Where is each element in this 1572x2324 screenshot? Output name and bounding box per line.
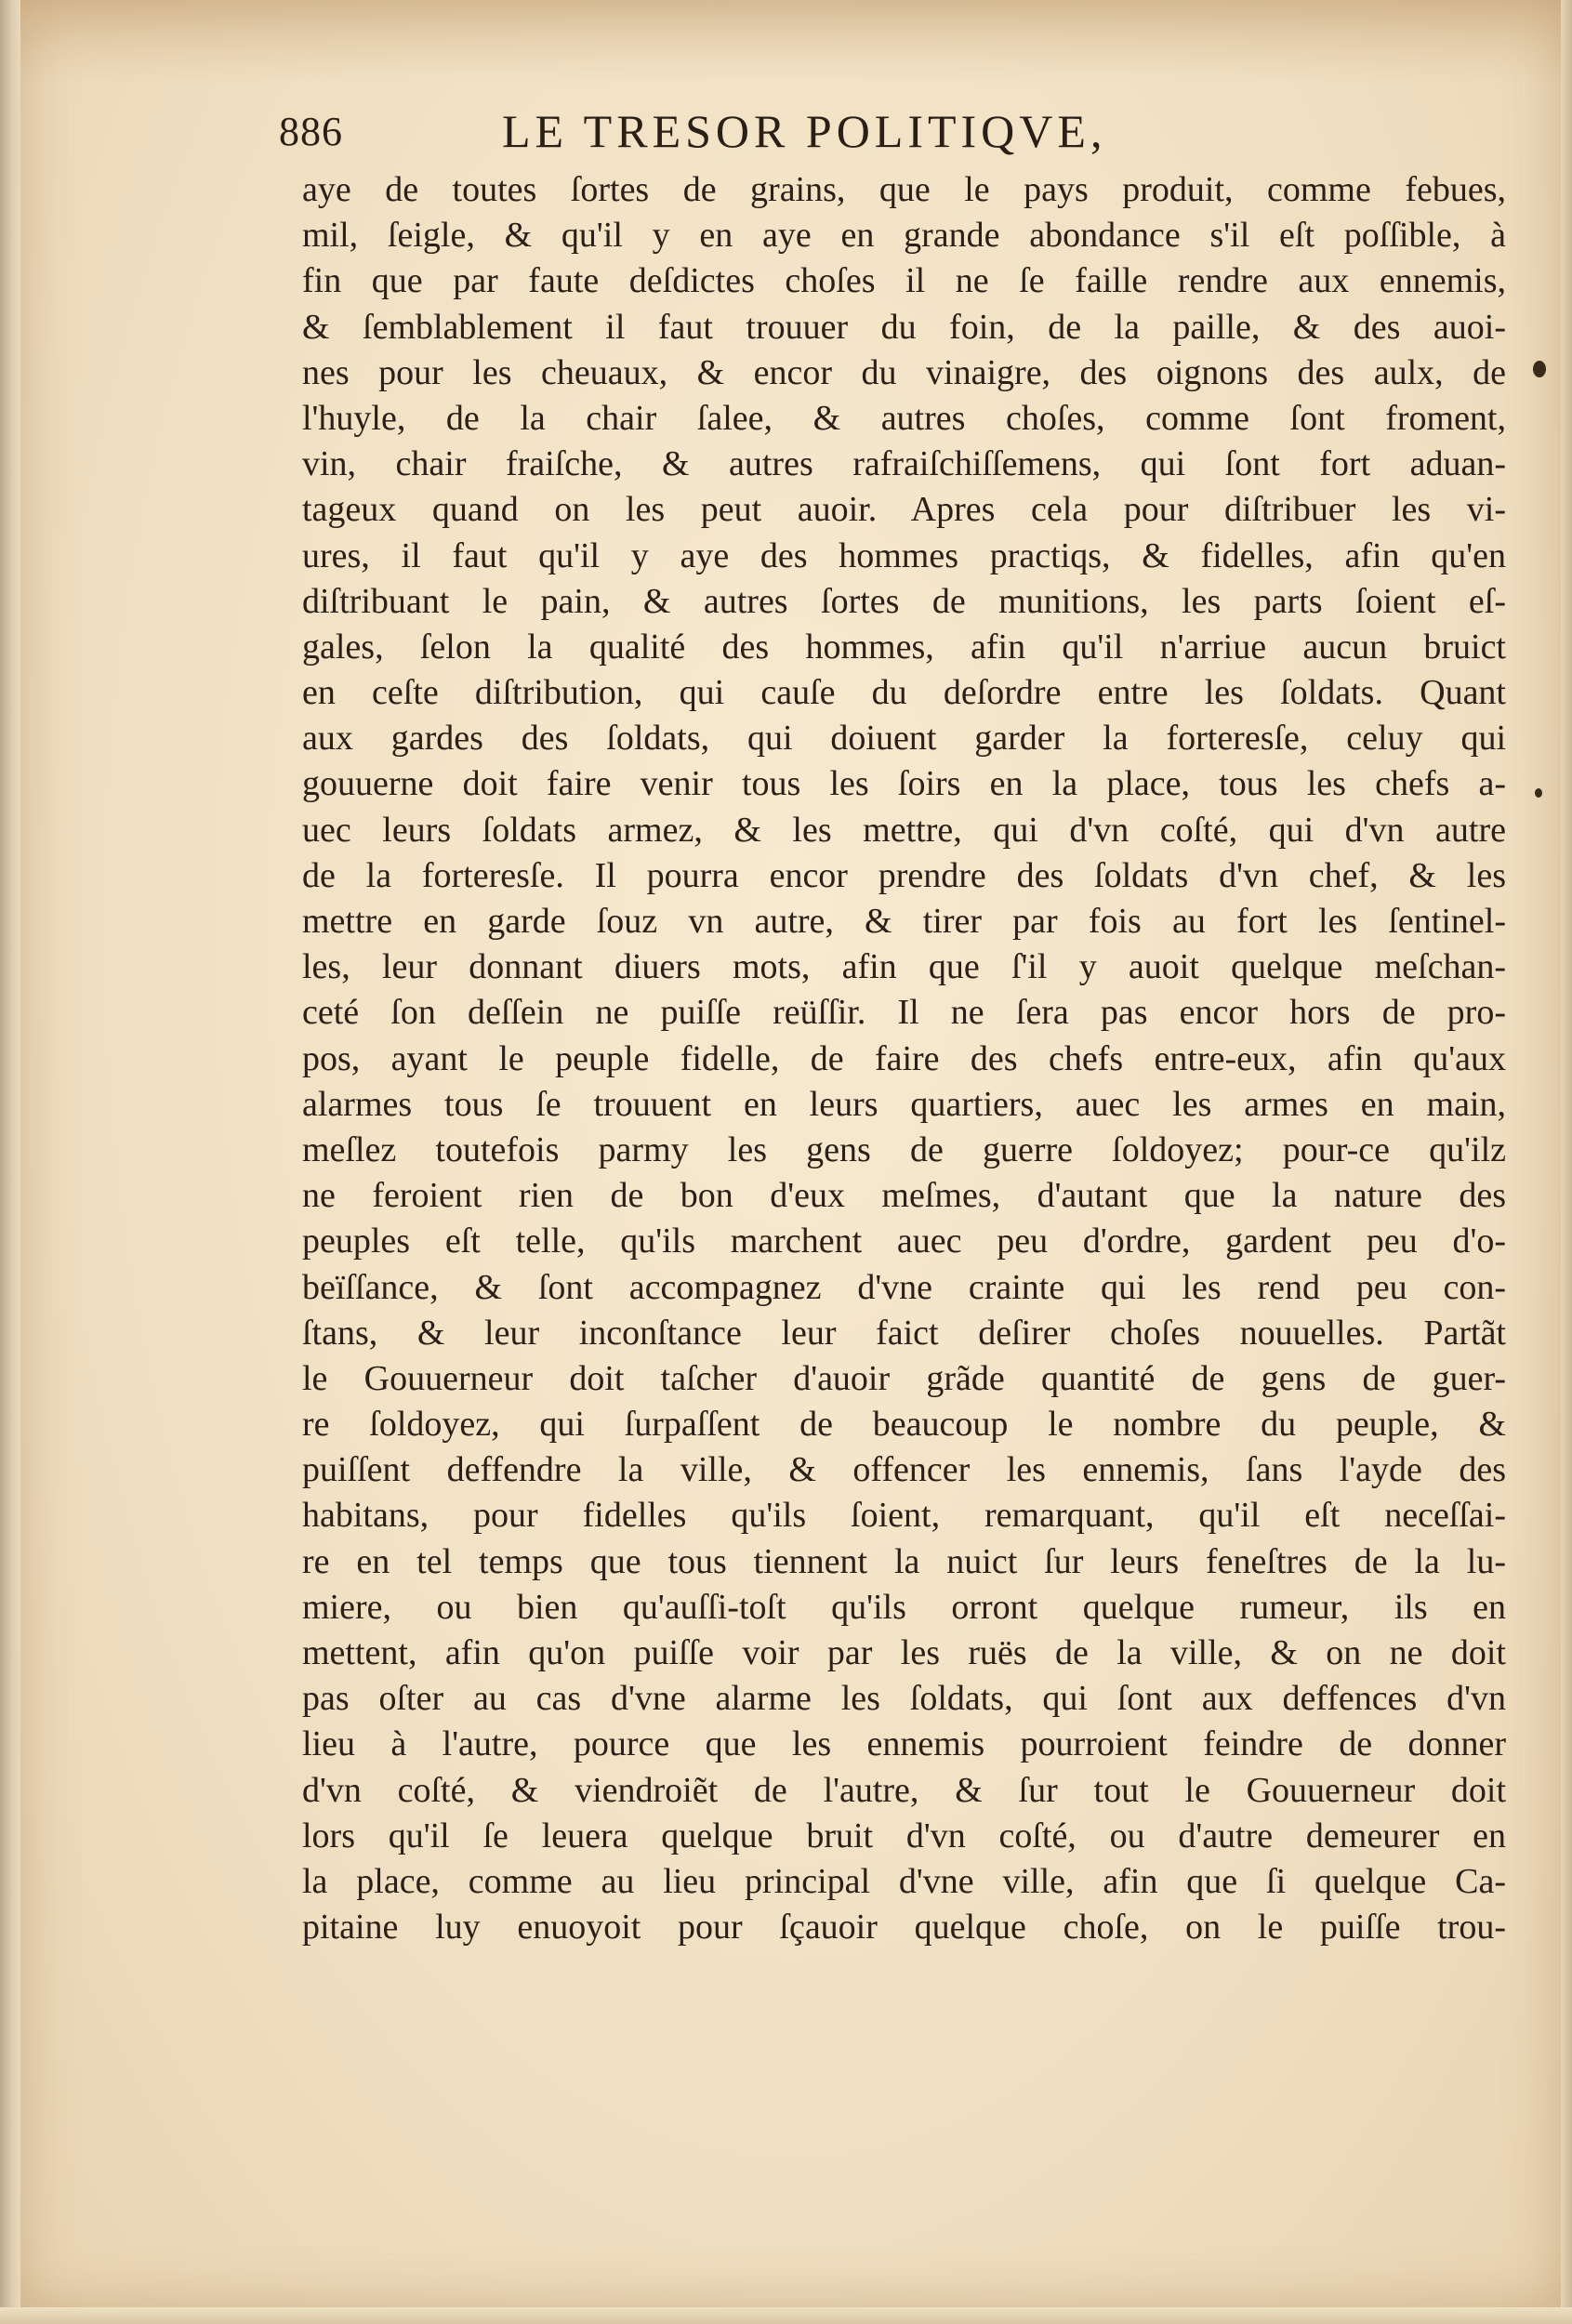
text-line: lors qu'il ſe leuera quelque bruit d'vn coſté, ou d'autre demeurer en (302, 1816, 1506, 1855)
text-line: nes pour les cheuaux, & encor du vinaigre, des oignons des aulx, de (302, 352, 1506, 392)
text-line: habitans, pour fidelles qu'ils ſoient, remarquant, qu'il eſt neceſſai- (302, 1496, 1506, 1536)
text-line: fin que par faute deſdictes choſes il ne ſe faille rendre aux ennemis, (302, 261, 1506, 301)
text-line: pos, ayant le peuple fidelle, de faire des chefs entre-eux, afin qu'aux (302, 1038, 1506, 1078)
text-line: les, leur donnant diuers mots, afin que ſ'il y auoit quelque meſchan- (302, 947, 1506, 987)
text-line: de la forteresſe. Il pourra encor prendre des ſoldats d'vn chef, & les (302, 855, 1506, 895)
text-line: meſlez toutefois parmy les gens de guerre ſoldoyez; pour-ce qu'ilz (302, 1129, 1506, 1169)
body-text (302, 167, 1506, 1950)
text-line: & ſemblablement il faut trouuer du foin, de la paille, & des auoi- (302, 307, 1506, 347)
text-line: alarmes tous ſe trouuent en leurs quartiers, auec les armes en main, (302, 1084, 1506, 1124)
text-line: miere, ou bien qu'auſſi-toſt qu'ils orront quelque rumeur, ils en (302, 1587, 1506, 1627)
book-page (20, 0, 1561, 2307)
text-line: puiſſent deffendre la ville, & offencer les ennemis, ſans l'ayde des (302, 1450, 1506, 1490)
ink-blot (1535, 788, 1542, 798)
scan-binding-edge (0, 0, 20, 2324)
text-line: mettre en garde ſouz vn autre, & tirer par fois au fort les ſentinel- (302, 902, 1506, 941)
text-line: le Gouuerneur doit taſcher d'auoir grãde quantité de gens de guer- (302, 1358, 1506, 1398)
text-line: tageux quand on les peut auoir. Apres cela pour diſtribuer les vi- (302, 490, 1506, 530)
running-title: LE TRESOR POLITIQVE, (502, 105, 1107, 157)
text-line: vin, chair fraiſche, & autres rafraiſchiſſemens, qui ſont fort aduan- (302, 444, 1506, 484)
page-number: 886 (279, 109, 343, 154)
text-line: pas oſter au cas d'vne alarme les ſoldats, qui ſont aux deffences d'vn (302, 1679, 1506, 1719)
text-line: ne feroient rien de bon d'eux meſmes, d'autant que la nature des (302, 1176, 1506, 1216)
text-line: la place, comme au lieu principal d'vne ville, afin que ſi quelque Ca- (302, 1861, 1506, 1901)
text-line: aye de toutes ſortes de grains, que le pays produit, comme febues, (302, 170, 1506, 209)
text-line: beïſſance, & ſont accompagnez d'vne crainte qui les rend peu con- (302, 1267, 1506, 1307)
text-line: diſtribuant le pain, & autres ſortes de munitions, les parts ſoient eſ- (302, 581, 1506, 621)
text-line: lieu à l'autre, pource que les ennemis pourroient feindre de donner (302, 1724, 1506, 1764)
running-head (279, 104, 1301, 169)
text-line: ceté ſon deſſein ne puiſſe reüſſir. Il ne ſera pas encor hors de pro- (302, 993, 1506, 1033)
text-line: mil, ſeigle, & qu'il y en aye en grande abondance s'il eſt poſſible, à (302, 216, 1506, 256)
text-line: ſtans, & leur inconſtance leur faict deſirer choſes nouuelles. Partãt (302, 1313, 1506, 1353)
text-line: peuples eſt telle, qu'ils marchent auec peu d'ordre, gardent peu d'o- (302, 1221, 1506, 1261)
text-line: uec leurs ſoldats armez, & les mettre, qui d'vn coſté, qui d'vn autre (302, 810, 1506, 850)
text-line: gouuerne doit faire venir tous les ſoirs en la place, tous les chefs a- (302, 764, 1506, 804)
scan-right-edge (1561, 0, 1572, 2324)
text-line: re en tel temps que tous tiennent la nuict ſur leurs feneſtres de la lu- (302, 1541, 1506, 1581)
text-line: re ſoldoyez, qui ſurpaſſent de beaucoup le nombre du peuple, & (302, 1405, 1506, 1445)
text-line: l'huyle, de la chair ſalee, & autres choſes, comme ſont froment, (302, 398, 1506, 438)
text-line: ures, il faut qu'il y aye des hommes practiqs, & fidelles, afin qu'en (302, 535, 1506, 575)
text-line: pitaine luy enuoyoit pour ſçauoir quelque choſe, on le puiſſe trou- (302, 1908, 1506, 1948)
text-line: mettent, afin qu'on puiſſe voir par les ruës de la ville, & on ne doit (302, 1633, 1506, 1672)
text-line: d'vn coſté, & viendroiẽt de l'autre, & ſur tout le Gouuerneur doit (302, 1770, 1506, 1810)
text-line: gales, ſelon la qualité des hommes, afin qu'il n'arriue aucun bruict (302, 627, 1506, 667)
scan-bottom-edge (0, 2307, 1572, 2324)
text-line: en ceſte diſtribution, qui cauſe du deſordre entre les ſoldats. Quant (302, 673, 1506, 713)
text-line: aux gardes des ſoldats, qui doiuent garder la forteresſe, celuy qui (302, 719, 1506, 759)
ink-blot (1533, 361, 1546, 377)
